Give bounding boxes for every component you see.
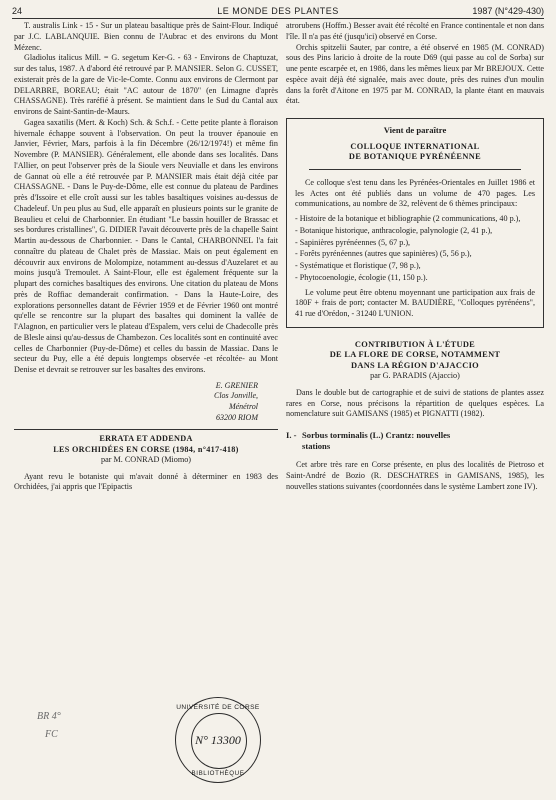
paragraph-thesium: T. australis Link - 15 - Sur un plateau basaltique près de Saint-Flour. Indiqué par J.C. LABLANQUIE. Bien connu de l'Aubrac et des environs du Mont Mézenc. — [14, 21, 278, 52]
section-heading — [286, 430, 544, 452]
signature-address-1: Clos Jonville, — [214, 391, 258, 401]
announcement-intro: Ce colloque s'est tenu dans les Pyrénées-Orientales en Juillet 1986 et les Actes ont été publiés dans un volume de 470 pages. Les communications, au nombre de 32, relèvent de 6 thèmes principaux: — [295, 177, 535, 209]
stamp-number: N° 13300 — [195, 733, 241, 747]
running-header — [12, 5, 544, 18]
section-divider — [14, 429, 278, 430]
journal-title: LE MONDE DES PLANTES — [217, 6, 339, 16]
errata-subtitle: LES ORCHIDÉES EN CORSE (1984, n°417-418) — [53, 444, 239, 454]
announcement-title-2: DE BOTANIQUE PYRÉNÉENNE — [348, 152, 482, 162]
signature-address-3: 63200 RIOM — [216, 412, 258, 422]
section-title-1: Sorbus torminalis (L.) Crantz: nouvelles — [302, 430, 451, 440]
signature-name: E. GRENIER — [215, 380, 258, 390]
article-title-2: DE LA FLORE DE CORSE, NOTAMMENT — [329, 350, 501, 360]
theme-item: - Forêts pyrénéennes (autres que sapinières) (5, 56 p.), — [295, 249, 472, 259]
author-signature — [14, 381, 258, 423]
theme-item: - Phytocoenologie, écologie (11, 150 p.). — [295, 272, 428, 282]
article-title-3: DANS LA RÉGION D'AJACCIO — [351, 360, 479, 370]
paragraph-gladiolus: Gladiolus italicus Mill. = G. segetum Ker-G. - 63 - Environs de Chaptuzat, sur des talus, 1987. A d'abord été retrouvé par P. MANSIER. Selon G. CUSSET, existerait près de la gare de Vic-le-Comte. Connu aux environs de Clermont par DELARBRE, BOREAU; était "AC autour de 1870" (en Limagne d'après CHASSAGNE). Très raréfié à présent. Se maintient dans le Sud du Cantal aux environs de Saint-Santin-de-Maurs. — [14, 53, 278, 116]
handwritten-note-1: BR 4° — [37, 711, 61, 722]
paragraph-orchis: Orchis spitzelii Sauter, par contre, a été observé en 1985 (M. CONRAD) sous des Pins laricio à droite de la route D69 (qui passe au col de Sorba) sur une pente escarpée et, en 1986, dans les mêmes lieux par Mr BREJOUX. Cette espèce avait déjà été signalée, mais avec doute, près des ruines d'un moulin dans la forêt d'Aitone en 1975 par M. CONRAD, la plante étant en mauvais état. — [286, 42, 544, 106]
page-number: 24 — [12, 6, 23, 16]
paragraph-gagea: Gagea saxatilis (Mert. & Koch) Sch. & Sch.f. - Cette petite plante à floraison hivernale échappe souvent à l'observation. On peut la trouver épanouie en Janvier, Février, Mars, parfois à la fin Décembre (26/12/1974!) et même fin Novembre (P. MANSIER). Généralement, elle abonde dans ses localités. Dans l'Allier, on peut l'observer près de la Sioule vers Neuvialle et dans les environs de Gannat où elle a été retrouvée par P. MANSIER mais était déjà citée par CHASSAGNE. - Dans le Puy-de-Dôme, elle est connue du plateau de Pardines près d'Issoire et elle croît aussi sur les tables basaltiques voisines au-dessus de Chadeleuf. Un peu plus au Sud, elle apparaît en plusieurs points sur le granite de Beaulieu et celui de Charbonnier. En étudiant "Le bassin houiller de Brassac et ses bordures cristallines", G. DIDIER l'avait découverte près de la chapelle Saint Martin au-dessous de Charbonnier. - Dans le Cantal, CHARBONNEL l'a fait connaître du plateau de Chalet près de Massiac. Mais on peut également en découvrir aux environs de Molompize, notamment au-dessus d'Auzelaret et au moins jusqu'à Tremoulet. A Saint-Flour, elle est également fréquente sur la plupart des corniches basaltiques des environs. Une citation du plateau de Mons près de Roffiac demanderait confirmation. - Dans la Haute-Loire, des explorations personnelles datant de Février 1959 et de Février 1960 ont montré qu'elle se rencontre sur la plupart des basaltes qui dominent la vallée de l'Alagnon, en particulier vers le plateau d'Espalem, vers celui de Chadecolle près de Blesle ainsi qu'au-dessus de Chambezon. Ces localités sont en continuité avec celles de Charbonnier (Puy-de-Dôme) et celles du bassin de Massiac. Dans le secteur du Puy, elle a été depuis longtemps observée -et récoltée- au Mont Denise et devrait se retrouver sur les basaltes des environs. — [14, 117, 278, 374]
section-paragraph: Cet arbre très rare en Corse présente, en plus des localités de Pietroso et Saint-André de Bozio (R. DESCHATRES in GAMISANS, 1985), les nouvelles stations suivantes (coordonnées dans le système Lambert zone IV). — [286, 460, 544, 491]
article-intro: Dans le double but de cartographie et de suivi de stations de plantes assez rares en Corse, nous précisons la répartition de quelques espèces. La nomenclature suit GAMISANS (1985) et PIGNATTI (1982). — [286, 387, 544, 419]
theme-item: - Sapinières pyrénéennes (5, 67 p.), — [295, 237, 411, 247]
article-title-1: CONTRIBUTION À L'ÉTUDE — [354, 339, 476, 349]
announcement-box — [286, 118, 544, 328]
issue-number: 1987 (N°429-430) — [472, 6, 544, 16]
stamp-bottom-text: BIBLIOTHÈQUE — [191, 770, 245, 777]
left-column — [14, 21, 278, 493]
theme-item: - Histoire de la botanique et bibliographie (2 communications, 40 p.), — [295, 214, 521, 224]
errata-paragraph: Ayant revu le botaniste qui m'avait donné à déterminer en 1983 des Orchidées, j'ai appris que l'Epipactis — [14, 471, 278, 492]
stamp-top-text: UNIVERSITÉ DE CORSE — [176, 704, 260, 711]
errata-author: par M. CONRAD (Miomo) — [100, 454, 192, 464]
announcement-closing: Le volume peut être obtenu moyennant une participation aux frais de 180F + frais de port; contacter M. BAUDIÈRE, "Colloques pyrénéens", 41 rue d'Orédon, - 31240 L'UNION. — [295, 287, 535, 319]
announcement-heading: Vient de paraître — [383, 125, 447, 135]
handwritten-note-2: FC — [45, 729, 58, 740]
paragraph-epipactis: atrorubens (Hoffm.) Besser avait été récolté en France continentale et non dans l'île. Il n'a pas été (jusqu'ici) observé en Corse. — [286, 21, 544, 41]
errata-title: ERRATA ET ADDENDA — [99, 434, 193, 444]
signature-address-2: Ménétrol — [228, 401, 258, 411]
library-stamp — [175, 697, 261, 783]
section-number: I. - — [286, 430, 297, 440]
announcement-title-1: COLLOQUE INTERNATIONAL — [350, 141, 480, 151]
section-title-2: stations — [302, 441, 331, 451]
theme-item: - Systématique et floristique (7, 98 p.), — [295, 261, 421, 271]
right-column — [286, 21, 544, 492]
header-rule — [12, 18, 544, 19]
announcement-rule — [309, 169, 521, 170]
article-author: par G. PARADIS (Ajaccio) — [370, 371, 460, 381]
theme-item: - Botanique historique, anthracologie, palynologie (2, 41 p.), — [295, 225, 493, 235]
theme-list — [295, 214, 535, 284]
article-header — [286, 340, 544, 382]
